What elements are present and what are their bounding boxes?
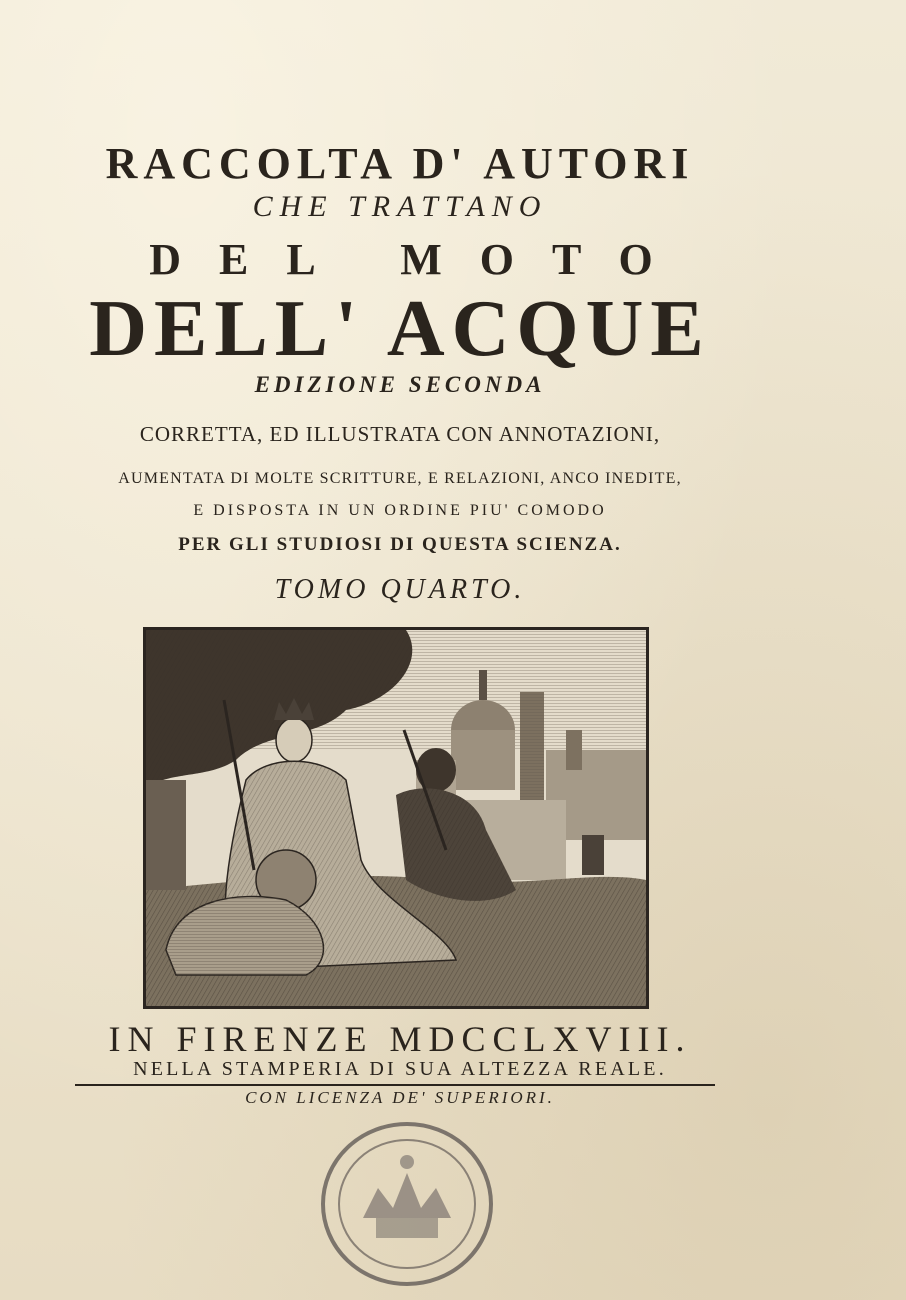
description-line-4: PER GLI STUDIOSI DI QUESTA SCIENZA. (178, 534, 622, 555)
description-line-3: E DISPOSTA IN UN ORDINE PIU' COMODO (193, 502, 607, 519)
imprint-place-year: IN FIRENZE MDCCLXVIII. (108, 1019, 692, 1059)
imprint-rule (75, 1084, 715, 1086)
title-line-1: RACCOLTA D' AUTORI (105, 139, 695, 188)
description-line-2: AUMENTATA DI MOLTE SCRITTURE, E RELAZIONI, ANCO INEDITE, (118, 470, 682, 487)
edition-label: EDIZIONE SECONDA (254, 372, 546, 397)
description-line-1: CORRETTA, ED ILLUSTRATA CON ANNOTAZIONI, (139, 422, 661, 446)
title-line-3: DEL MOTO (149, 235, 691, 284)
imprint-license: CON LICENZA DE' SUPERIORI. (245, 1088, 555, 1107)
main-title: DELL' ACQUE (89, 285, 711, 373)
engraving-illustration (143, 627, 649, 1009)
imprint-printer: NELLA STAMPERIA DI SUA ALTEZZA REALE. (133, 1058, 667, 1080)
title-line-2: CHE TRATTANO (252, 190, 548, 223)
engraving-scene (146, 630, 646, 1006)
library-stamp-icon (318, 1118, 496, 1290)
volume-label: TOMO QUARTO. (274, 574, 526, 605)
